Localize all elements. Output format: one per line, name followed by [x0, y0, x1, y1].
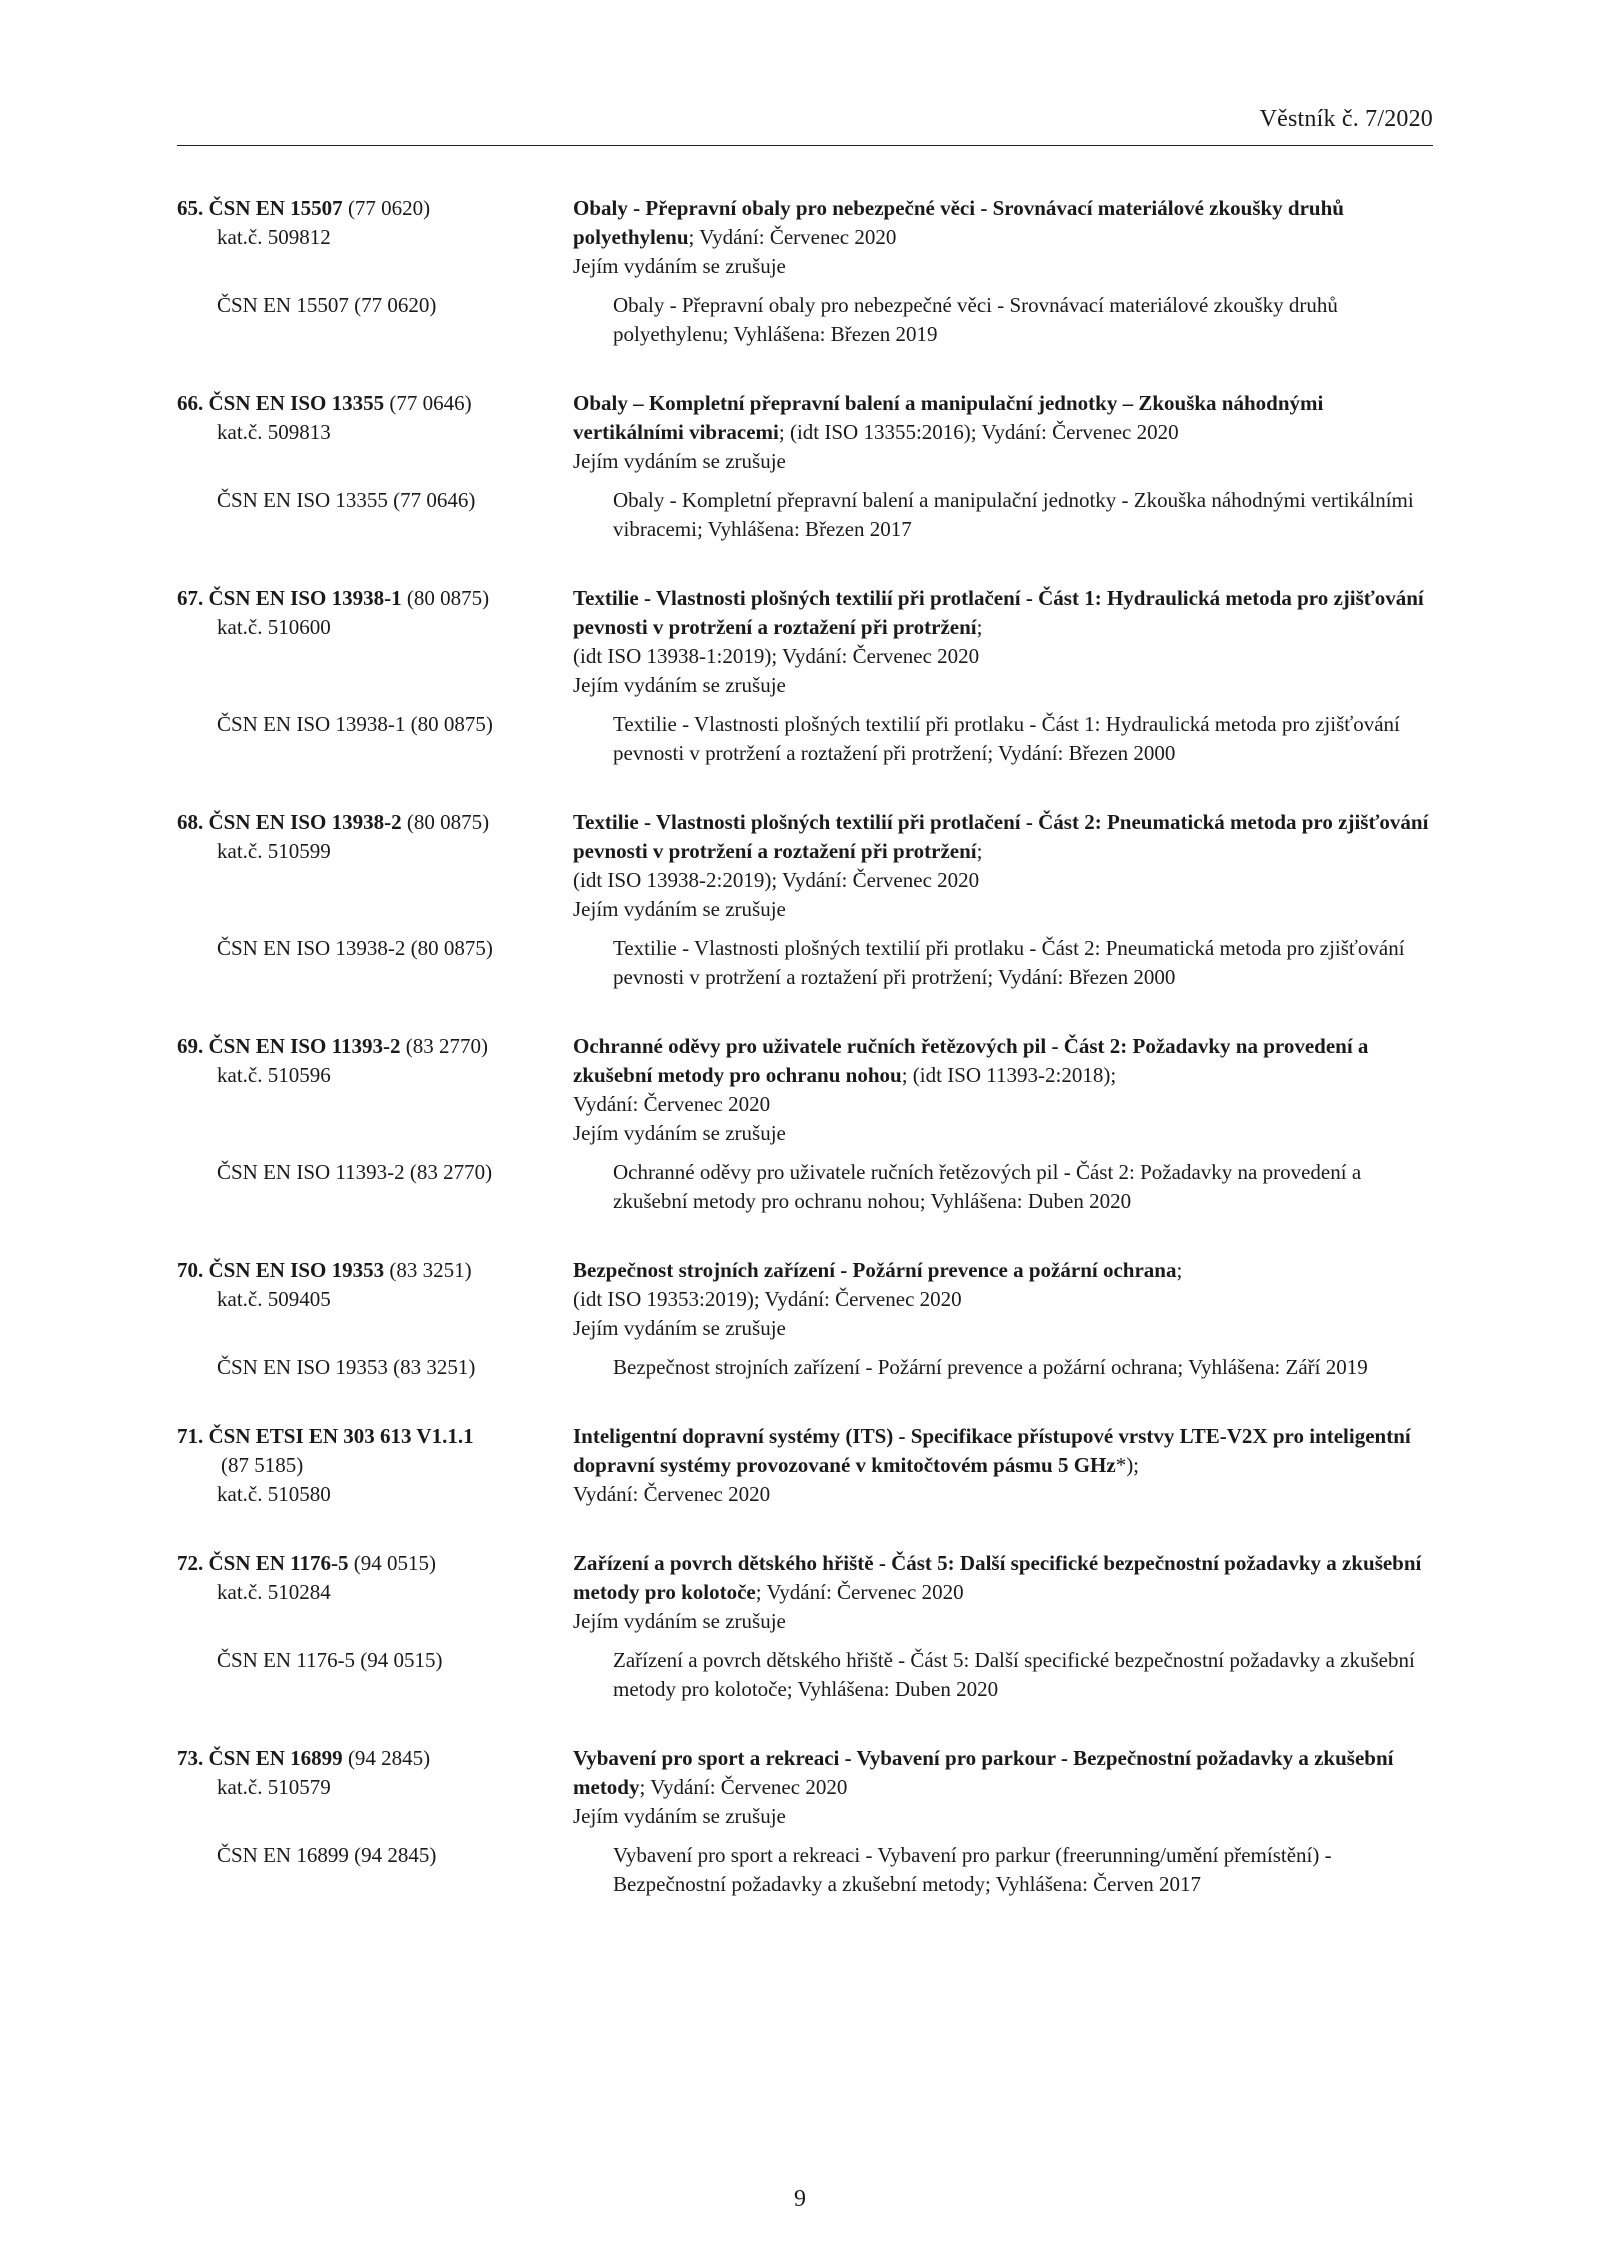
- replaced-standard-title: Bezpečnost strojních zařízení - Požární prevence a požární ochrana; Vyhlášena: Září 2019: [613, 1355, 1368, 1379]
- standard-code: ČSN EN ISO 11393-2: [208, 1034, 401, 1058]
- class-code: (77 0620): [342, 196, 431, 220]
- standard-title: Textilie - Vlastnosti plošných textilií při protlačení - Část 1: Hydraulická metoda pro zjišťování pevnosti v protržení a roztažení při protržení: [573, 586, 1424, 639]
- standard-identifier: [177, 808, 573, 924]
- replaced-standard-code: ČSN EN 15507 (77 0620): [217, 293, 437, 317]
- standard-identifier: [177, 1549, 573, 1636]
- standard-code: ČSN EN ISO 13355: [208, 391, 385, 415]
- standard-issue-info: ;: [1176, 1258, 1183, 1282]
- catalog-number: kat.č. 510600: [217, 615, 331, 639]
- catalog-number: kat.č. 510580: [217, 1482, 331, 1506]
- class-code: (77 0646): [384, 391, 472, 415]
- class-code: (80 0875): [401, 586, 490, 610]
- standard-entry-65: [177, 194, 1437, 349]
- standard-description: [573, 194, 1433, 281]
- standard-entry-69: [177, 1032, 1437, 1216]
- standard-issue-info: ; Vydání: Červenec 2020: [688, 225, 897, 249]
- cancels-note: Jejím vydáním se zrušuje: [573, 673, 786, 697]
- cancels-note: Jejím vydáním se zrušuje: [573, 1121, 786, 1145]
- replaced-standard-title: Obaly - Kompletní přepravní balení a manipulační jednotky - Zkouška náhodnými vertikálními vibracemi; Vyhlášena: Březen 2017: [613, 488, 1414, 541]
- class-code: (83 2770): [400, 1034, 488, 1058]
- standard-issue-extra: (idt ISO 13938-1:2019); Vydání: Červenec 2020: [573, 644, 980, 668]
- standard-code-line: [177, 808, 573, 837]
- standard-issue-info: ; Vydání: Červenec 2020: [639, 1775, 848, 1799]
- standard-description: [573, 389, 1433, 476]
- standard-issue-extra: (idt ISO 19353:2019); Vydání: Červenec 2020: [573, 1287, 962, 1311]
- replaced-standard-code: ČSN EN ISO 13355 (77 0646): [217, 488, 476, 512]
- cancels-note: Jejím vydáním se zrušuje: [573, 254, 786, 278]
- cancels-note: Jejím vydáním se zrušuje: [573, 1316, 786, 1340]
- entry-number: 67.: [177, 586, 204, 610]
- standard-issue-info: *);: [1115, 1453, 1140, 1477]
- standard-code-line: [177, 194, 573, 223]
- replaced-standard-title: Ochranné oděvy pro uživatele ručních řetězových pil - Část 2: Požadavky na provedení a zkušební metody pro ochranu nohou; Vyhlášena: Duben 2020: [613, 1160, 1362, 1213]
- standard-description: [573, 1549, 1433, 1636]
- entry-number: 69.: [177, 1034, 204, 1058]
- class-code: (87 5185): [221, 1453, 304, 1477]
- standard-description: [573, 808, 1433, 924]
- standard-issue-info: ;: [976, 839, 983, 863]
- standard-code-line: [177, 584, 573, 613]
- standard-entry-73: [177, 1744, 1437, 1899]
- standards-list: [177, 194, 1437, 1939]
- entry-number: 66.: [177, 391, 204, 415]
- standard-entry-68: [177, 808, 1437, 992]
- catalog-number: kat.č. 510579: [217, 1775, 331, 1799]
- replaced-standard-code: ČSN EN ISO 13938-1 (80 0875): [217, 712, 493, 736]
- catalog-number: kat.č. 509405: [217, 1287, 331, 1311]
- cancels-note: Jejím vydáním se zrušuje: [573, 897, 786, 921]
- standard-title: Obaly - Přepravní obaly pro nebezpečné věci - Srovnávací materiálové zkoušky druhů polyethylenu: [573, 196, 1344, 249]
- entry-number: 72.: [177, 1551, 204, 1575]
- standard-issue-extra: Vydání: Červenec 2020: [573, 1482, 771, 1506]
- entry-number: 68.: [177, 810, 204, 834]
- standard-description: [573, 1422, 1433, 1509]
- class-code: (80 0875): [401, 810, 490, 834]
- standard-entry-72: [177, 1549, 1437, 1704]
- standard-identifier: [177, 1744, 573, 1831]
- replaced-standard-title: Zařízení a povrch dětského hřiště - Část 5: Další specifické bezpečnostní požadavky a zkušební metody pro kolotoče; Vyhlášena: Duben 2020: [613, 1648, 1415, 1701]
- standard-title: Textilie - Vlastnosti plošných textilií při protlačení - Část 2: Pneumatická metoda pro zjišťování pevnosti v protržení a roztažení při protržení: [573, 810, 1429, 863]
- standard-description: [573, 1032, 1433, 1148]
- standard-title: Obaly – Kompletní přepravní balení a manipulační jednotky – Zkouška náhodnými vertikálními vibracemi: [573, 391, 1324, 444]
- standard-code-line: [177, 389, 573, 418]
- standard-entry-67: [177, 584, 1437, 768]
- standard-entry-71: [177, 1422, 1437, 1509]
- entry-number: 71.: [177, 1424, 204, 1448]
- page-header-title: Věstník č. 7/2020: [1259, 106, 1433, 132]
- cancels-note: Jejím vydáním se zrušuje: [573, 1804, 786, 1828]
- entry-number: 65.: [177, 196, 204, 220]
- standard-code: ČSN EN 1176-5: [208, 1551, 349, 1575]
- entry-number: 73.: [177, 1746, 204, 1770]
- standard-identifier: [177, 194, 573, 281]
- standard-issue-info: ; (idt ISO 11393-2:2018);: [901, 1063, 1117, 1087]
- standard-identifier: [177, 1422, 573, 1509]
- class-code: (94 2845): [342, 1746, 431, 1770]
- standard-title: Inteligentní dopravní systémy (ITS) - Specifikace přístupové vrstvy LTE-V2X pro inteligentní dopravní systémy provozované v kmitočtovém pásmu 5 GHz: [573, 1424, 1411, 1477]
- header-divider: [177, 145, 1433, 146]
- standard-code-line: [177, 1256, 573, 1285]
- replaced-standard-title: Textilie - Vlastnosti plošných textilií při protlaku - Část 1: Hydraulická metoda pro zjišťování pevnosti v protržení a roztažení při protržení; Vydání: Březen 2000: [613, 712, 1400, 765]
- standard-description: [573, 1256, 1433, 1343]
- entry-number: 70.: [177, 1258, 204, 1282]
- page-number: 9: [794, 2186, 806, 2212]
- standard-title: Zařízení a povrch dětského hřiště - Část 5: Další specifické bezpečnostní požadavky a zkušební metody pro kolotoče: [573, 1551, 1422, 1604]
- standard-issue-info: ; Vydání: Červenec 2020: [755, 1580, 964, 1604]
- replaced-standard-code: ČSN EN ISO 11393-2 (83 2770): [217, 1160, 493, 1184]
- catalog-number: kat.č. 509813: [217, 420, 331, 444]
- standard-code: ČSN EN ISO 19353: [208, 1258, 385, 1282]
- standard-code-line: [177, 1032, 573, 1061]
- standard-title: Ochranné oděvy pro uživatele ručních řetězových pil - Část 2: Požadavky na provedení a zkušební metody pro ochranu nohou: [573, 1034, 1369, 1087]
- replaced-standard-title: Vybavení pro sport a rekreaci - Vybavení pro parkur (freerunning/umění přemístění) - Bezpečnostní požadavky a zkušební metody; Vyhlášena: Červen 2017: [613, 1843, 1332, 1896]
- replaced-standard-code: ČSN EN ISO 19353 (83 3251): [217, 1355, 476, 1379]
- standard-identifier: [177, 584, 573, 700]
- standard-description: [573, 584, 1433, 700]
- standard-identifier: [177, 1256, 573, 1343]
- standard-issue-extra: (idt ISO 13938-2:2019); Vydání: Červenec 2020: [573, 868, 980, 892]
- replaced-standard-code: ČSN EN 1176-5 (94 0515): [217, 1648, 443, 1672]
- standard-entry-70: [177, 1256, 1437, 1382]
- standard-title: Vybavení pro sport a rekreaci - Vybavení pro parkour - Bezpečnostní požadavky a zkušební metody: [573, 1746, 1394, 1799]
- standard-issue-info: ;: [976, 615, 983, 639]
- standard-code: ČSN EN ISO 13938-1: [208, 586, 402, 610]
- catalog-number: kat.č. 510284: [217, 1580, 331, 1604]
- catalog-number: kat.č. 509812: [217, 225, 331, 249]
- standard-code-line: [177, 1744, 573, 1773]
- standard-entry-66: [177, 389, 1437, 544]
- standard-code: ČSN ETSI EN 303 613 V1.1.1: [208, 1424, 474, 1448]
- standard-description: [573, 1744, 1433, 1831]
- replaced-standard-code: ČSN EN 16899 (94 2845): [217, 1843, 437, 1867]
- cancels-note: Jejím vydáním se zrušuje: [573, 449, 786, 473]
- catalog-number: kat.č. 510596: [217, 1063, 331, 1087]
- replaced-standard-code: ČSN EN ISO 13938-2 (80 0875): [217, 936, 493, 960]
- standard-code-line: [177, 1549, 573, 1578]
- standard-code: ČSN EN ISO 13938-2: [208, 810, 402, 834]
- standard-identifier: [177, 1032, 573, 1148]
- standard-code-line: [177, 1422, 573, 1451]
- class-code: (83 3251): [384, 1258, 472, 1282]
- cancels-note: Jejím vydáním se zrušuje: [573, 1609, 786, 1633]
- standard-code: ČSN EN 16899: [208, 1746, 343, 1770]
- standard-issue-info: ; (idt ISO 13355:2016); Vydání: Červenec 2020: [778, 420, 1179, 444]
- replaced-standard-title: Textilie - Vlastnosti plošných textilií při protlaku - Část 2: Pneumatická metoda pro zjišťování pevnosti v protržení a roztažení při protržení; Vydání: Březen 2000: [613, 936, 1405, 989]
- standard-issue-extra: Vydání: Červenec 2020: [573, 1092, 771, 1116]
- standard-identifier: [177, 389, 573, 476]
- catalog-number: kat.č. 510599: [217, 839, 331, 863]
- replaced-standard-title: Obaly - Přepravní obaly pro nebezpečné věci - Srovnávací materiálové zkoušky druhů polyethylenu; Vyhlášena: Březen 2019: [613, 293, 1338, 346]
- class-code: (94 0515): [348, 1551, 437, 1575]
- standard-title: Bezpečnost strojních zařízení - Požární prevence a požární ochrana: [573, 1258, 1177, 1282]
- standard-code: ČSN EN 15507: [208, 196, 343, 220]
